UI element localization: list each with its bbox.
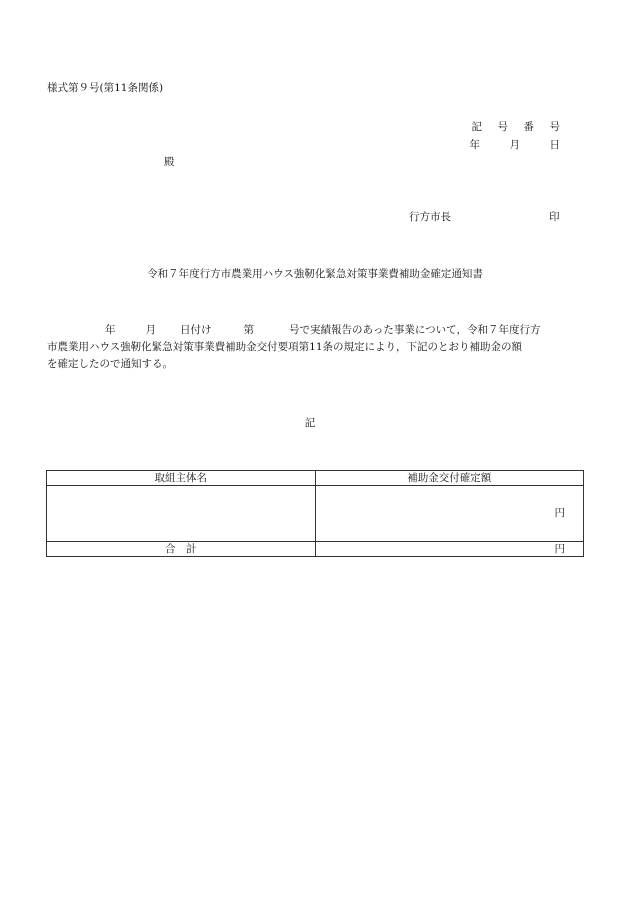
body-dai: 第 (243, 324, 254, 336)
sender-title: 行方市長 (409, 211, 451, 223)
table-row (47, 486, 584, 542)
form-number: 様式第９号(第11条関係) (47, 82, 164, 94)
document-number (456, 121, 560, 134)
date-day: 日 (549, 139, 560, 151)
body-line1-end: 号で実績報告のあった事業について，令和７年度行方 (289, 324, 541, 336)
addressee-honorific: 殿 (164, 156, 175, 168)
total-amount: 円 (315, 542, 584, 557)
body-line-3: を確定したので通知する。 (47, 358, 173, 370)
date-month: 月 (509, 139, 520, 151)
body-month: 月 (145, 324, 156, 336)
header-organization: 取組主体名 (47, 471, 316, 486)
sender-seal: 印 (549, 211, 560, 223)
amount-cell: 円 (315, 486, 584, 542)
doc-number-char: 号 (497, 121, 508, 133)
document-date (440, 139, 560, 152)
header-confirmed-amount: 補助金交付確定額 (315, 471, 584, 486)
body-line-1 (47, 322, 584, 339)
body-text (47, 322, 584, 373)
body-day-dated: 日付け (180, 324, 212, 336)
table-total-row (47, 542, 584, 557)
total-label: 合 計 (47, 542, 316, 557)
ki-heading: 記 (304, 417, 316, 429)
amount-table (46, 470, 584, 557)
body-line-2: 市農業用ハウス強靭化緊急対策事業費補助金交付要項第11条の規定により，下記のとおり補助金の額 (47, 341, 523, 353)
date-year: 年 (469, 139, 480, 151)
doc-number-char: 番 (523, 121, 534, 133)
doc-number-char: 号 (549, 121, 560, 133)
doc-number-char: 記 (471, 121, 482, 133)
table-header-row (47, 471, 584, 486)
document-title: 令和７年度行方市農業用ハウス強靭化緊急対策事業費補助金確定通知書 (147, 268, 483, 280)
body-year: 年 (105, 324, 116, 336)
organization-cell (47, 486, 316, 542)
